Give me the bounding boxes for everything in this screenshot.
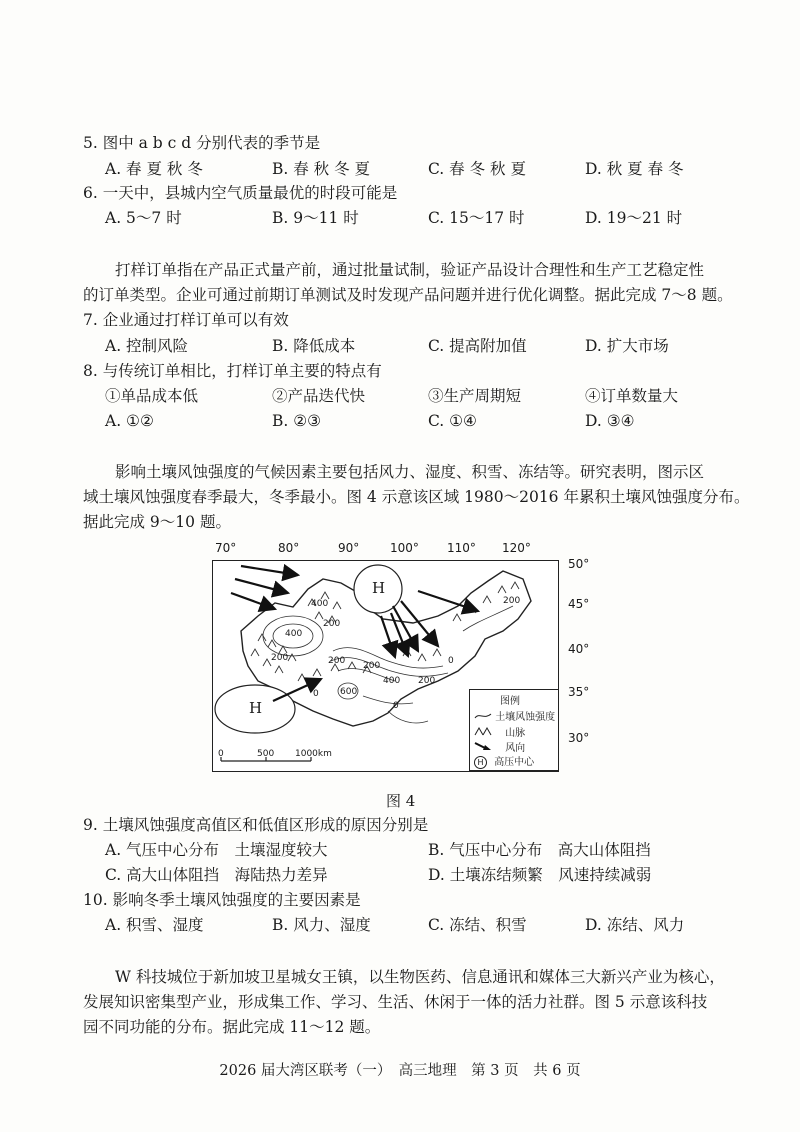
high-label-southwest: H (249, 699, 263, 717)
map-frame (212, 560, 559, 772)
scale-label-0: 0 (218, 749, 224, 759)
q9-stem: 9. 土壤风蚀强度高值区和低值区形成的原因分别是 (83, 816, 429, 834)
legend-title: 图例 (500, 696, 520, 707)
q9-option-a: A. 气压中心分布 土壤湿度较大 (105, 841, 328, 859)
q8-option-a: A. ①② (105, 412, 154, 430)
passage3-line3: 园不同功能的分布。据此完成 11～12 题。 (83, 1018, 381, 1036)
scale-label-500: 500 (257, 749, 275, 759)
q5-option-a: A. 春 夏 秋 冬 (105, 160, 203, 178)
arrow-icon (474, 741, 492, 751)
q6-option-c: C. 15～17 时 (428, 209, 525, 227)
passage3-line2: 发展知识密集型产业，形成集工作、学习、生活、休闲于一体的活力社群。图 5 示意该科技 (83, 993, 708, 1011)
q7-option-c: C. 提高附加值 (428, 337, 527, 355)
contour-label: 200 (328, 656, 346, 666)
legend-item-wind: 风向 (474, 739, 525, 754)
lon-label-110: 110° (447, 541, 476, 555)
lat-label-45: 45° (568, 597, 590, 611)
q8-item-3: ③生产周期短 (428, 387, 522, 405)
q10-option-a: A. 积雪、湿度 (105, 916, 204, 934)
q9-option-b: B. 气压中心分布 高大山体阻挡 (428, 841, 651, 859)
q5-stem: 5. 图中 a b c d 分别代表的季节是 (83, 134, 321, 152)
contour-label: 400 (285, 629, 303, 639)
contour-label: 200 (418, 676, 436, 686)
contour-label: 400 (383, 676, 401, 686)
q6-option-b: B. 9～11 时 (272, 209, 359, 227)
q10-stem: 10. 影响冬季土壤风蚀强度的主要因素是 (83, 891, 361, 909)
q6-stem: 6. 一天中，县城内空气质量最优的时段可能是 (83, 184, 398, 202)
contour-label: 600 (340, 687, 358, 697)
q10-option-d: D. 冻结、风力 (585, 916, 685, 934)
contour-label: 200 (271, 653, 289, 663)
passage2-line1: 影响土壤风蚀强度的气候因素主要包括风力、湿度、积雪、冻结等。研究表明，图示区 (115, 463, 705, 481)
lon-label-100: 100° (390, 541, 419, 555)
legend-item-erosion: 土壤风蚀强度 (474, 708, 555, 723)
lon-label-70: 70° (215, 541, 237, 555)
q5-option-b: B. 春 秋 冬 夏 (272, 160, 371, 178)
contour-label: 200 (363, 661, 381, 671)
lat-label-40: 40° (568, 642, 590, 656)
figure-caption: 图 4 (386, 792, 416, 810)
q9-option-c: C. 高大山体阻挡 海陆热力差异 (105, 866, 328, 884)
q8-option-d: D. ③④ (585, 412, 635, 430)
q5-option-c: C. 春 冬 秋 夏 (428, 160, 526, 178)
mountain-icon (474, 727, 492, 736)
q9-option-d: D. 土壤冻结频繁 风速持续减弱 (428, 866, 652, 884)
lat-label-50: 50° (568, 557, 590, 571)
page-footer: 2026 届大湾区联考（一） 高三地理 第 3 页 共 6 页 (219, 1063, 581, 1079)
q8-item-4: ④订单数量大 (585, 387, 679, 405)
legend-item-high: H 高压中心 (474, 753, 534, 769)
passage1-line2: 的订单类型。企业可通过前期订单测试及时发现产品问题并进行优化调整。据此完成 7～8 题。 (83, 286, 733, 304)
q7-option-b: B. 降低成本 (272, 337, 356, 355)
contour-line-icon (474, 712, 492, 720)
contour-label: 0 (313, 689, 319, 699)
passage3-line1: W 科技城位于新加坡卫星城女王镇，以生物医药、信息通讯和媒体三大新兴产业为核心， (115, 968, 725, 986)
figure-4-map (200, 535, 600, 785)
scale-label-1000: 1000km (295, 749, 332, 759)
contour-label: 200 (503, 596, 521, 606)
lat-label-30: 30° (568, 731, 590, 745)
q8-option-b: B. ②③ (272, 412, 322, 430)
passage2-line3: 据此完成 9～10 题。 (83, 513, 231, 531)
contour-label: 400 (311, 599, 329, 609)
legend-item-mountain: 山脉 (474, 724, 525, 739)
q7-stem: 7. 企业通过打样订单可以有效 (83, 311, 289, 329)
q7-option-d: D. 扩大市场 (585, 337, 669, 355)
passage2-line2: 域土壤风蚀强度春季最大，冬季最小。图 4 示意该区域 1980～2016 年累积土壤风蚀强度分布。 (83, 488, 750, 506)
q8-stem: 8. 与传统订单相比，打样订单主要的特点有 (83, 362, 382, 380)
passage1-line1: 打样订单指在产品正式量产前，通过批量试制，验证产品设计合理性和生产工艺稳定性 (115, 261, 705, 279)
lon-label-90: 90° (338, 541, 360, 555)
high-pressure-icon: H (474, 756, 487, 769)
lon-label-120: 120° (502, 541, 531, 555)
q7-option-a: A. 控制风险 (105, 337, 189, 355)
high-label-north: H (372, 579, 386, 597)
contour-label: 200 (323, 619, 341, 629)
contour-label: 0 (448, 656, 454, 666)
q8-item-1: ①单品成本低 (105, 387, 199, 405)
q10-option-c: C. 冻结、积雪 (428, 916, 527, 934)
q6-option-a: A. 5～7 时 (105, 209, 182, 227)
map-legend (469, 689, 559, 771)
q5-option-d: D. 秋 夏 春 冬 (585, 160, 684, 178)
q8-item-2: ②产品迭代快 (272, 387, 366, 405)
q6-option-d: D. 19～21 时 (585, 209, 683, 227)
contour-label: 0 (393, 701, 399, 711)
q10-option-b: B. 风力、湿度 (272, 916, 371, 934)
lon-label-80: 80° (278, 541, 300, 555)
lat-label-35: 35° (568, 685, 590, 699)
q8-option-c: C. ①④ (428, 412, 477, 430)
